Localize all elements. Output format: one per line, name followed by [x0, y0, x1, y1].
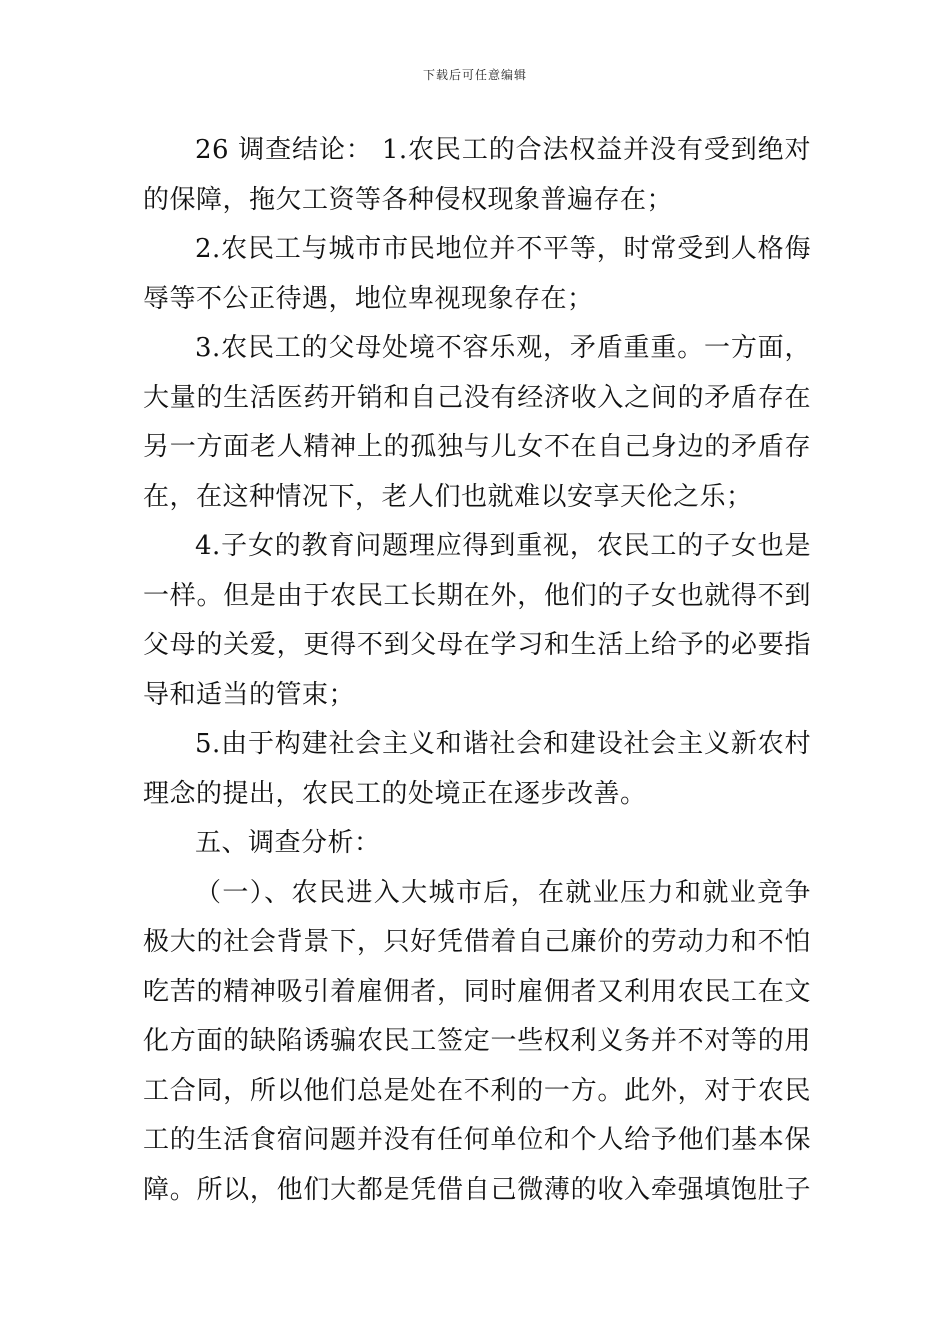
document-body	[143, 126, 811, 1215]
section-heading-analysis: 五、调查分析：	[195, 828, 381, 858]
paragraph-analysis-1: （一）、农民进入大城市后，在就业压力和就业竞争极大的社会背景下，只好凭借着自己廉价的劳动力和不怕吃苦的精神吸引着雇佣者，同时雇佣者又利用农民工在文化方面的缺陷诱骗农民工签定一些权利义务并不对等的用工合同，所以他们总是处在不利的一方。此外，对于农民工的生活食宿问题并没有任何单位和个人给予他们基本保障。所以，他们大都是凭借自己微薄的收入牵强填饱肚子	[143, 877, 811, 1205]
header-note: 下载后可任意编辑	[422, 68, 527, 82]
paragraph-conclusion-5: 5.由于构建社会主义和谐社会和建设社会主义新农村理念的提出，农民工的处境正在逐步改善。	[143, 729, 811, 809]
paragraph-conclusion-1: 26 调查结论： 1.农民工的合法权益并没有受到绝对的保障，拖欠工资等各种侵权现象普遍存在；	[143, 135, 811, 215]
paragraph-conclusion-4: 4.子女的教育问题理应得到重视，农民工的子女也是一样。但是由于农民工长期在外，他们的子女也就得不到父母的关爱，更得不到父母在学习和生活上给予的必要指导和适当的管束；	[143, 531, 811, 710]
paragraph-conclusion-3: 3.农民工的父母处境不容乐观，矛盾重重。一方面，大量的生活医药开销和自己没有经济收入之间的矛盾存在另一方面老人精神上的孤独与儿女不在自己身边的矛盾存在，在这种情况下，老人们也就难以安享天伦之乐；	[143, 333, 811, 512]
paragraph-conclusion-2: 2.农民工与城市市民地位并不平等，时常受到人格侮辱等不公正待遇，地位卑视现象存在；	[143, 234, 811, 314]
